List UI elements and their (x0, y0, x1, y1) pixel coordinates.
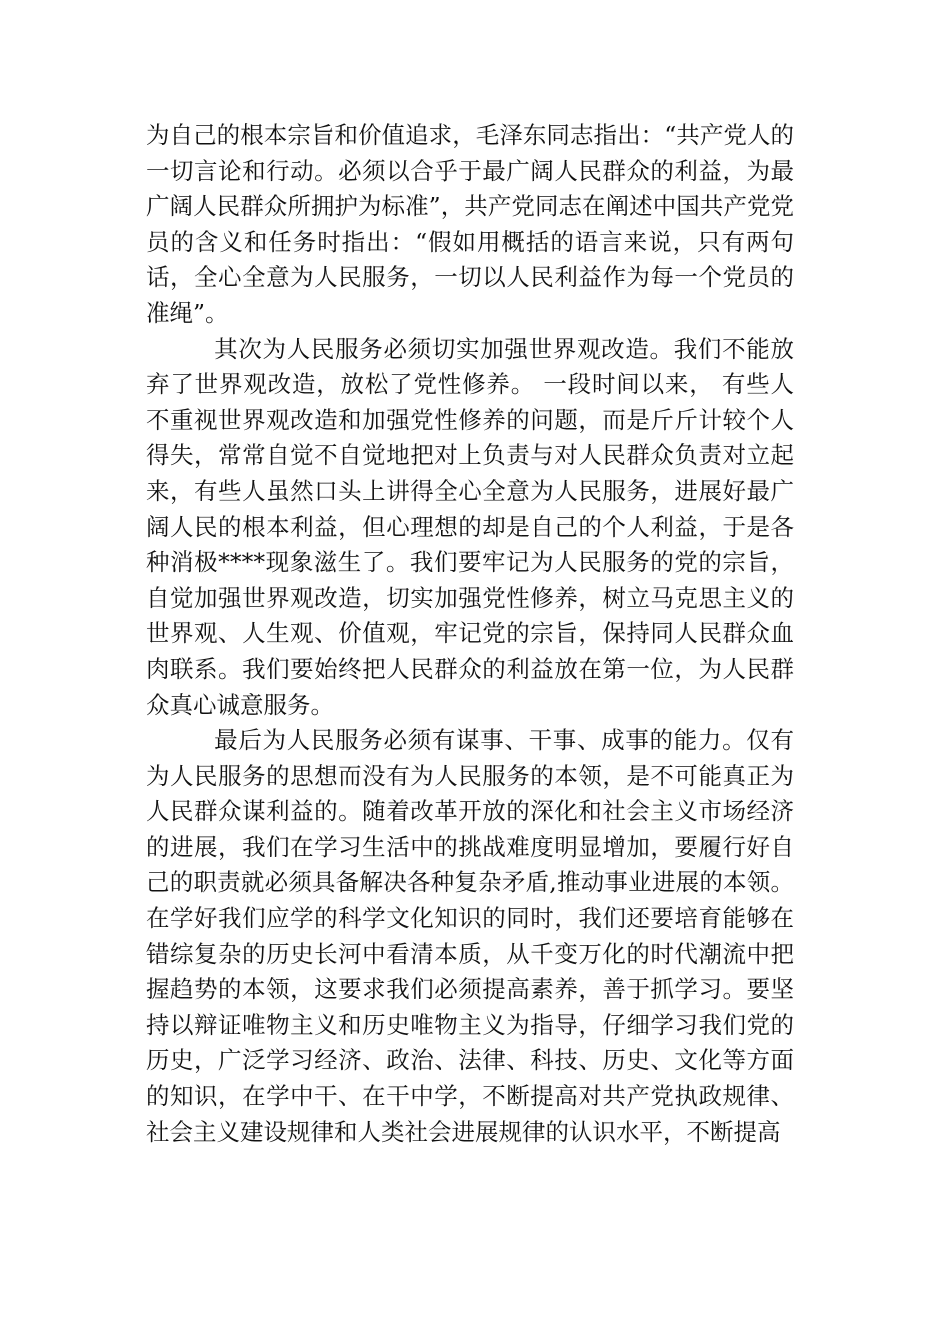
paragraph-2: 其次为人民服务必须切实加强世界观改造。我们不能放弃了世界观改造，放松了党性修养。 一段时间以来， 有些人不重视世界观改造和加强党性修养的问题，而是斤斤计较个人得失，常常自觉不自觉地把对上负责与对人民群众负责对立起来，有些人虽然口头上讲得全心全意为人民服务，进展好最广阔人民的根本利益，但心理想的却是自己的个人利益，于是各种消极****现象滋生了。我们要牢记为人民服务的党的宗旨，自觉加强世界观改造，切实加强党性修养，树立马克思主义的世界观、人生观、价值观，牢记党的宗旨，保持同人民群众血肉联系。我们要始终把人民群众的利益放在第一位，为人民群众真心诚意服务。 (146, 334, 794, 719)
document-page (146, 118, 794, 1150)
paragraph-3: 最后为人民服务必须有谋事、干事、成事的能力。仅有为人民服务的思想而没有为人民服务的本领，是不可能真正为人民群众谋利益的。随着改革开放的深化和社会主义市场经济的进展，我们在学习生活中的挑战难度明显增加，要履行好自己的职责就必须具备解决各种复杂矛盾,推动事业进展的本领。在学好我们应学的科学文化知识的同时，我们还要培育能够在错综复杂的历史长河中看清本质，从千变万化的时代潮流中把握趋势的本领，这要求我们必须提高素养，善于抓学习。要坚持以辩证唯物主义和历史唯物主义为指导，仔细学习我们党的历史，广泛学习经济、政治、法律、科技、历史、文化等方面的知识，在学中干、在干中学，不断提高对共产党执政规律、社会主义建设规律和人类社会进展规律的认识水平，不断提高 (146, 726, 794, 1146)
paragraph-1: 为自己的根本宗旨和价值追求，毛泽东同志指出：“共产党人的一切言论和行动。必须以合乎于最广阔人民群众的利益，为最广阔人民群众所拥护为标准”，共产党同志在阐述中国共产党党员的含义和任务时指出：“假如用概括的语言来说，只有两句话，全心全意为人民服务，一切以人民利益作为每一个党员的准绳”。 (146, 121, 794, 327)
